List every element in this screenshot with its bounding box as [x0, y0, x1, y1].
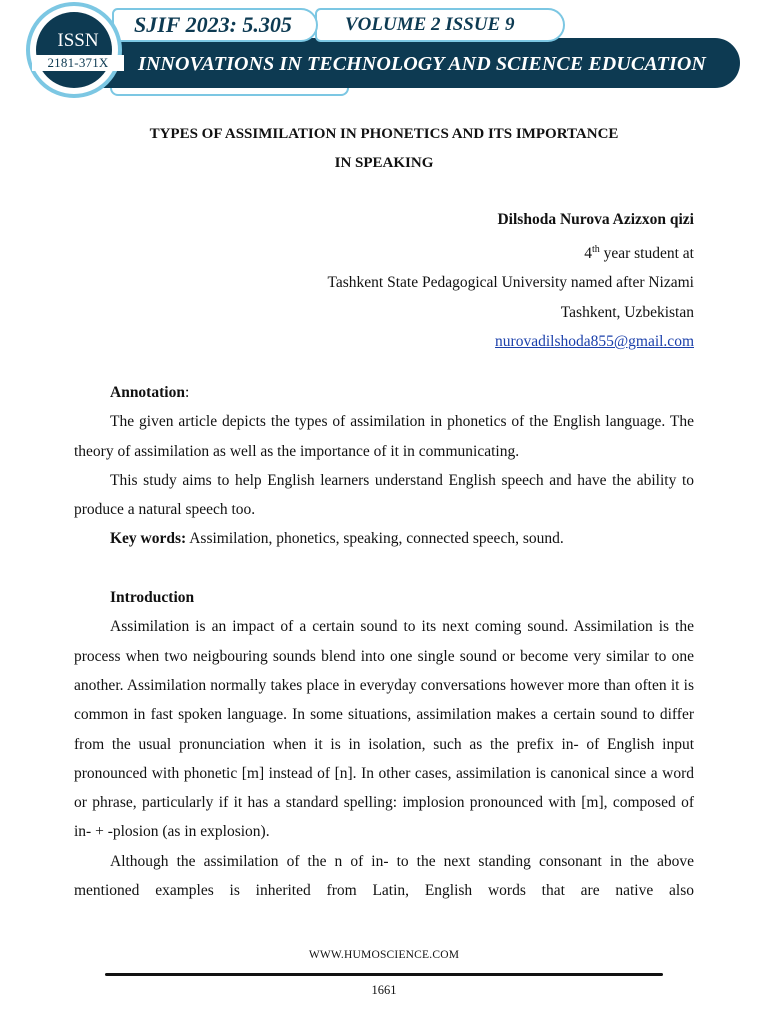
- article-title-line-2: IN SPEAKING: [334, 155, 434, 171]
- author-year: [74, 235, 694, 269]
- issn-label: ISSN: [57, 30, 99, 51]
- author-year-number: 4: [584, 244, 592, 262]
- annotation-paragraph-1: The given article depicts the types of assimilation in phonetics of the English language. The theory of assimilation as well as the importance of it in communicating.: [74, 413, 694, 460]
- volume-issue: VOLUME 2 ISSUE 9: [345, 14, 515, 35]
- page-number: 1661: [371, 983, 397, 997]
- introduction-paragraph-2: Although the assimilation of the n of in- to the next standing consonant in the above mentioned examples is inherited from Latin, English words that are native also: [74, 852, 694, 900]
- issn-number: 2181-371X: [32, 55, 124, 71]
- journal-name: INNOVATIONS IN TECHNOLOGY AND SCIENCE EDUCATION: [138, 53, 706, 75]
- annotation-heading-text: Annotation: [110, 384, 185, 401]
- author-year-text: year student at: [599, 244, 694, 262]
- annotation-heading-colon: :: [184, 384, 190, 401]
- section-spacer: [74, 554, 694, 583]
- article-body: [74, 378, 694, 905]
- annotation-paragraph-2: This study aims to help English learners understand English speech and have the ability to produce a natural speech too.: [74, 471, 694, 519]
- author-block: [74, 205, 694, 357]
- volume-issue-pill: [315, 8, 565, 42]
- keywords-list: Assimilation, phonetics, speaking, connected speech, sound.: [186, 530, 564, 548]
- author-name: Dilshoda Nurova Azizxon qizi: [497, 211, 694, 228]
- article-title: [74, 120, 694, 178]
- sjif-pill: [112, 8, 318, 42]
- article-title-line-1: TYPES OF ASSIMILATION IN PHONETICS AND ITS IMPORTANCE: [149, 126, 619, 142]
- introduction-heading: [74, 583, 694, 612]
- introduction-paragraph-1: Assimilation is an impact of a certain sound to its next coming sound. Assimilation is the process when two neigbouring sounds blend into one single sound or become very similar to one another. Assimilation normally takes place in everyday conversations however more than often it is common in fast spoken language. In some situations, assimilation makes a certain sound to differ from the usual pronunciation when it is in isolation, such as the prefix in- of English input pronounced with phonetic [m] instead of [n]. In other cases, assimilation is canonical since a word or phrase, particularly if it has a standard spelling: implosion pronounced with [m], composed of in- + -plosion (as in explosion).: [74, 618, 694, 841]
- introduction-heading-text: Introduction: [110, 589, 195, 607]
- annotation-heading: [74, 378, 694, 407]
- author-year-suffix: th: [591, 243, 600, 255]
- keywords-line: [74, 524, 694, 553]
- journal-header: [0, 0, 768, 110]
- author-university: Tashkent State Pedagogical University named after Nizami: [327, 274, 694, 292]
- footer-website: WWW.HUMOSCIENCE.COM: [308, 949, 460, 961]
- keywords-label: Key words:: [110, 530, 187, 548]
- author-email-link[interactable]: nurovadilshoda855@gmail.com: [495, 333, 694, 351]
- author-location: Tashkent, Uzbekistan: [560, 303, 694, 321]
- sjif-impact-factor: SJIF 2023: 5.305: [134, 12, 292, 37]
- header-decorative-line: [110, 88, 349, 96]
- footer-divider: [105, 973, 663, 976]
